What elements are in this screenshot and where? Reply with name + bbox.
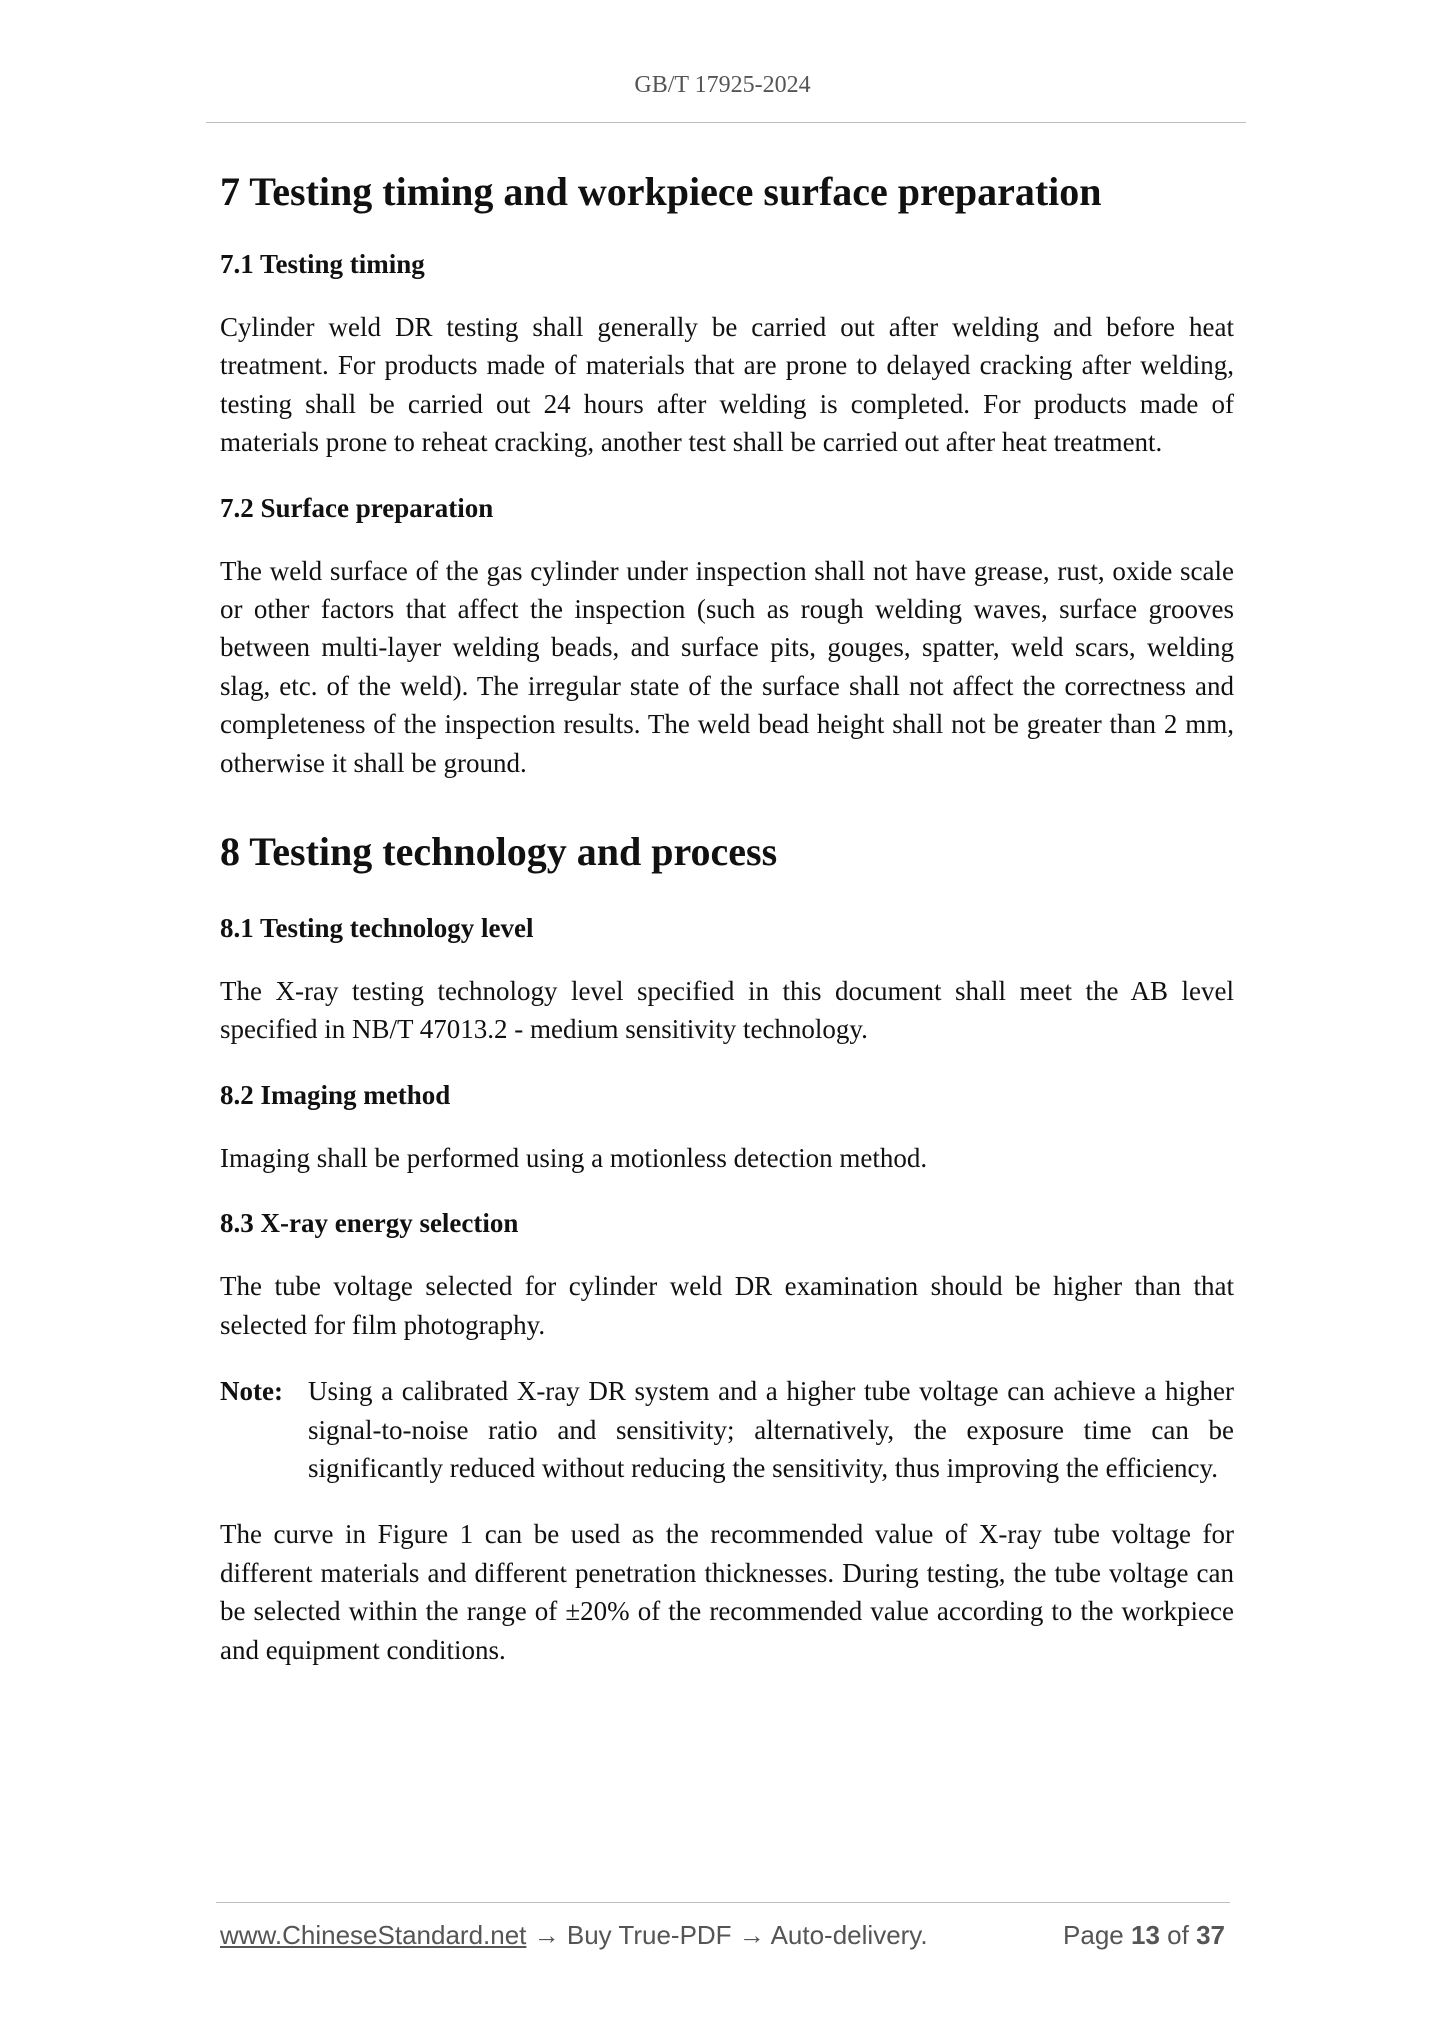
section-8-1-paragraph: The X-ray testing technology level specified in this document shall meet the AB level specified in NB/T 47013.2 - medium sensitivity technology. — [220, 976, 1234, 1045]
note-label: Note: — [220, 1376, 283, 1407]
of-label: of — [1167, 1920, 1189, 1950]
section-8-3-heading: 8.3 X-ray energy selection — [220, 1208, 519, 1239]
section-7-heading: 7 Testing timing and workpiece surface preparation — [220, 169, 1102, 214]
header-title: GB/T 17925-2024 — [634, 72, 811, 98]
header-divider — [206, 122, 1246, 123]
page-number: 13 — [1131, 1920, 1160, 1950]
section-7-2-paragraph: The weld surface of the gas cylinder under inspection shall not have grease, rust, oxide scale or other factors that affect the inspection (such as rough welding waves, surface grooves between multi-layer welding beads, and surface pits, gouges, spatter, weld scars, welding slag, etc. of the weld). The irregular state of the surface shall not affect the correctness and completeness of the inspection results. The weld bead height shall not be greater than 2 mm, otherwise it shall be ground. — [220, 555, 1234, 778]
footer-tagline: → Buy True-PDF → Auto-delivery. — [526, 1920, 928, 1950]
section-8-2-heading: 8.2 Imaging method — [220, 1079, 451, 1110]
note-block — [220, 1372, 1234, 1487]
section-8-3-paragraph: The tube voltage selected for cylinder weld DR examination should be higher than that selected for film photography. — [220, 1271, 1234, 1340]
website-link[interactable]: www.ChineseStandard.net — [220, 1920, 527, 1950]
section-8-heading: 8 Testing technology and process — [220, 829, 778, 875]
section-8-2-paragraph: Imaging shall be performed using a motionless detection method. — [220, 1142, 928, 1173]
section-8-1-heading: 8.1 Testing technology level — [220, 913, 534, 944]
page-content — [220, 166, 1234, 1669]
note-text: Using a calibrated X-ray DR system and a higher tube voltage can achieve a higher signal-to-noise ratio and sensitivity; alternatively, the exposure time can be significantly reduced without reducing the sensitivity, thus improving the efficiency. — [308, 1376, 1234, 1483]
page-label: Page — [1063, 1920, 1124, 1950]
page-indicator — [1063, 1920, 1225, 1951]
section-7-2-heading: 7.2 Surface preparation — [220, 492, 494, 523]
section-7-1-heading: 7.1 Testing timing — [220, 249, 425, 279]
footer-left — [220, 1920, 928, 1951]
footer — [220, 1920, 1225, 1954]
section-7-1-paragraph: Cylinder weld DR testing shall generally be carried out after welding and before heat treatment. For products made of materials that are prone to delayed cracking after welding, testing shall be carried out 24 hours after welding is completed. For products made of materials prone to reheat cracking, another test shall be carried out after heat treatment. — [220, 312, 1234, 458]
footer-divider — [216, 1902, 1230, 1903]
section-8-3-paragraph-2: The curve in Figure 1 can be used as the recommended value of X-ray tube voltage for different materials and different penetration thicknesses. During testing, the tube voltage can be selected within the range of ±20% of the recommended value according to the workpiece and equipment conditions. — [220, 1519, 1234, 1665]
page-total: 37 — [1196, 1920, 1225, 1950]
